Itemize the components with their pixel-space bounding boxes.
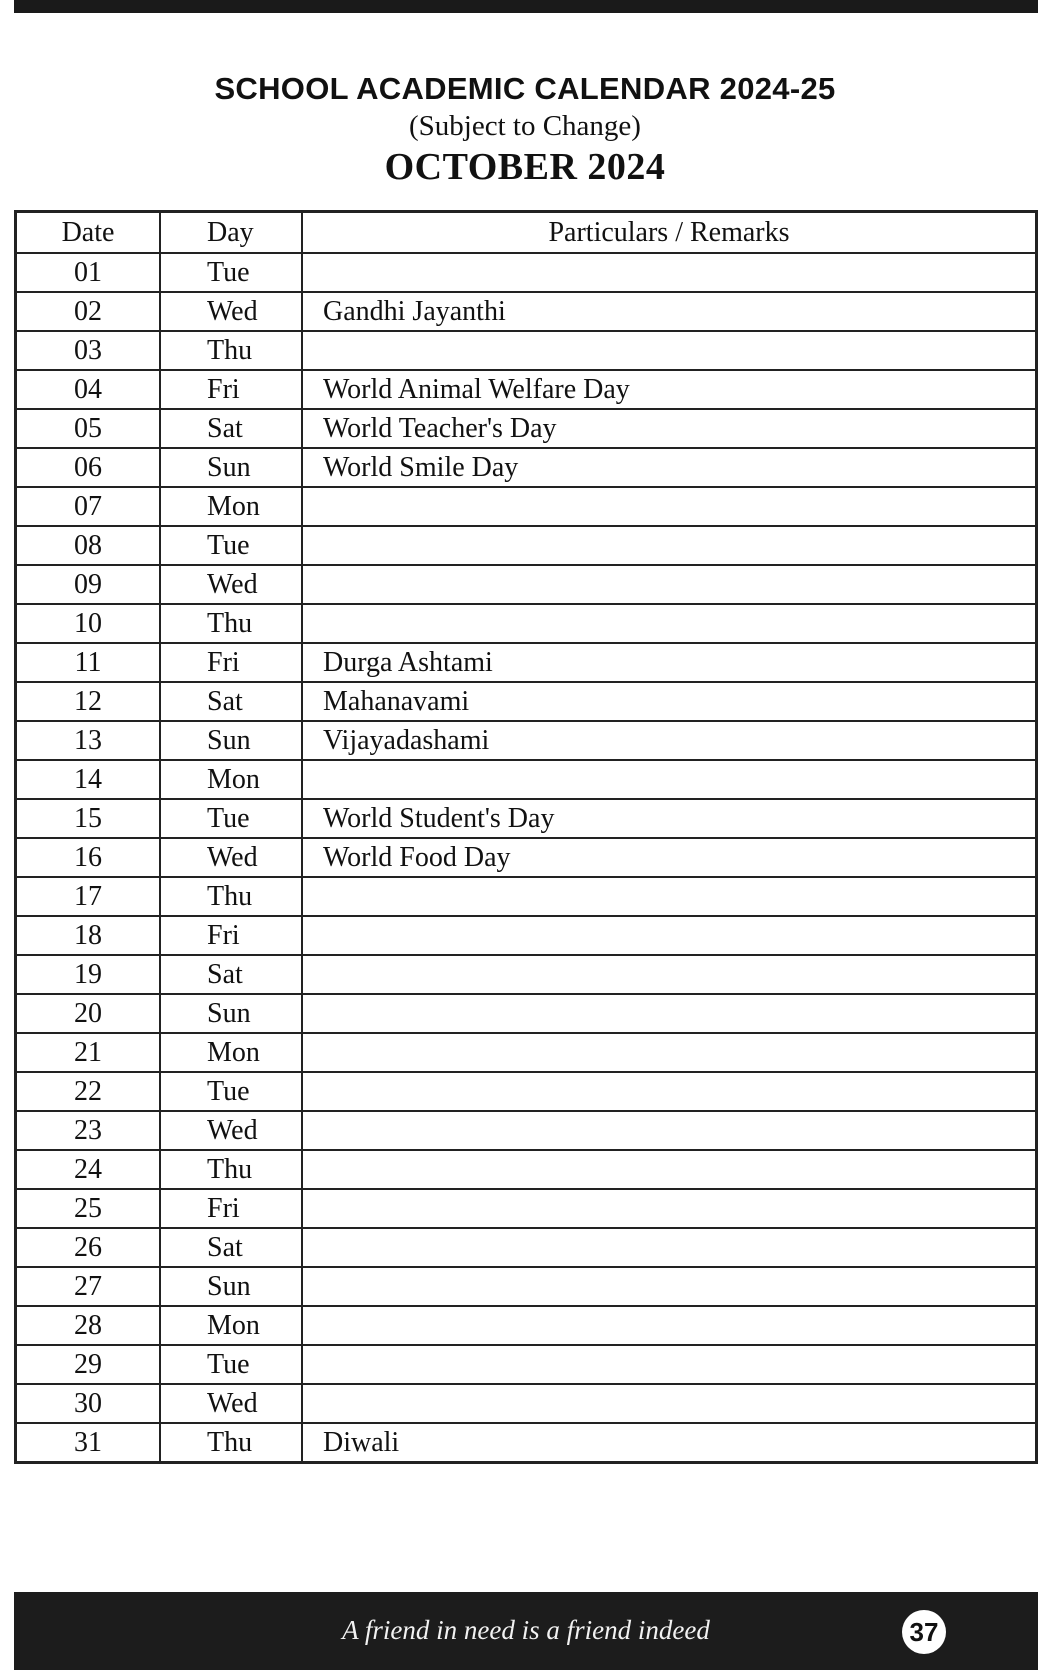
day-cell: Sat: [160, 955, 302, 994]
remark-cell: [302, 1033, 1037, 1072]
date-cell: 23: [16, 1111, 161, 1150]
day-cell: Tue: [160, 253, 302, 292]
date-cell: 08: [16, 526, 161, 565]
remark-cell: [302, 877, 1037, 916]
remark-cell: [302, 1345, 1037, 1384]
remark-cell: Vijayadashami: [302, 721, 1037, 760]
table-row: [16, 1345, 1037, 1384]
day-cell: Wed: [160, 1384, 302, 1423]
day-cell: Thu: [160, 1150, 302, 1189]
table-row: [16, 1033, 1037, 1072]
remark-cell: [302, 526, 1037, 565]
calendar-title: SCHOOL ACADEMIC CALENDAR 2024-25: [214, 71, 836, 106]
date-cell: 15: [16, 799, 161, 838]
calendar-subtitle: (Subject to Change): [409, 110, 641, 142]
remark-cell: Diwali: [302, 1423, 1037, 1463]
table-row: [16, 448, 1037, 487]
calendar-table: [14, 210, 1038, 1464]
remark-cell: [302, 1384, 1037, 1423]
table-row: [16, 760, 1037, 799]
day-cell: Thu: [160, 331, 302, 370]
page-header: [0, 70, 1050, 190]
day-cell: Fri: [160, 916, 302, 955]
remark-cell: [302, 1267, 1037, 1306]
date-cell: 02: [16, 292, 161, 331]
date-cell: 14: [16, 760, 161, 799]
table-row: [16, 1150, 1037, 1189]
remark-cell: Mahanavami: [302, 682, 1037, 721]
table-row: [16, 565, 1037, 604]
day-cell: Fri: [160, 643, 302, 682]
table-row: [16, 643, 1037, 682]
day-cell: Tue: [160, 799, 302, 838]
date-cell: 26: [16, 1228, 161, 1267]
table-row: [16, 1072, 1037, 1111]
remark-cell: [302, 1306, 1037, 1345]
table-row: [16, 721, 1037, 760]
date-cell: 04: [16, 370, 161, 409]
table-header-row: [16, 212, 1037, 254]
remark-cell: [302, 1150, 1037, 1189]
table-row: [16, 1189, 1037, 1228]
day-cell: Fri: [160, 1189, 302, 1228]
day-cell: Sun: [160, 448, 302, 487]
day-cell: Mon: [160, 1306, 302, 1345]
day-cell: Mon: [160, 760, 302, 799]
date-cell: 17: [16, 877, 161, 916]
date-cell: 25: [16, 1189, 161, 1228]
day-cell: Fri: [160, 370, 302, 409]
date-cell: 20: [16, 994, 161, 1033]
table-row: [16, 409, 1037, 448]
date-cell: 24: [16, 1150, 161, 1189]
day-cell: Wed: [160, 838, 302, 877]
date-cell: 13: [16, 721, 161, 760]
table-row: [16, 331, 1037, 370]
date-cell: 05: [16, 409, 161, 448]
date-cell: 31: [16, 1423, 161, 1463]
day-cell: Mon: [160, 1033, 302, 1072]
remark-cell: [302, 994, 1037, 1033]
date-cell: 18: [16, 916, 161, 955]
remark-cell: Durga Ashtami: [302, 643, 1037, 682]
date-cell: 29: [16, 1345, 161, 1384]
remark-cell: Gandhi Jayanthi: [302, 292, 1037, 331]
top-border-bar: [14, 0, 1038, 13]
table-row: [16, 1423, 1037, 1463]
date-cell: 03: [16, 331, 161, 370]
date-cell: 09: [16, 565, 161, 604]
table-row: [16, 604, 1037, 643]
remark-cell: [302, 565, 1037, 604]
day-cell: Sat: [160, 1228, 302, 1267]
date-cell: 21: [16, 1033, 161, 1072]
table-row: [16, 526, 1037, 565]
remark-cell: [302, 487, 1037, 526]
day-cell: Mon: [160, 487, 302, 526]
date-cell: 19: [16, 955, 161, 994]
table-row: [16, 877, 1037, 916]
table-row: [16, 838, 1037, 877]
remark-cell: [302, 1111, 1037, 1150]
footer-bar: [14, 1592, 1038, 1670]
remark-cell: World Student's Day: [302, 799, 1037, 838]
day-cell: Thu: [160, 1423, 302, 1463]
table-row: [16, 994, 1037, 1033]
day-cell: Wed: [160, 1111, 302, 1150]
table-row: [16, 955, 1037, 994]
day-cell: Wed: [160, 292, 302, 331]
day-cell: Sun: [160, 721, 302, 760]
date-cell: 07: [16, 487, 161, 526]
day-cell: Tue: [160, 526, 302, 565]
date-cell: 28: [16, 1306, 161, 1345]
day-cell: Tue: [160, 1072, 302, 1111]
page-number: 37: [902, 1610, 946, 1654]
table-row: [16, 1267, 1037, 1306]
table-row: [16, 682, 1037, 721]
day-cell: Sun: [160, 994, 302, 1033]
date-cell: 12: [16, 682, 161, 721]
remark-cell: [302, 604, 1037, 643]
remark-cell: [302, 253, 1037, 292]
remark-cell: [302, 1072, 1037, 1111]
day-cell: Tue: [160, 1345, 302, 1384]
day-cell: Thu: [160, 877, 302, 916]
remark-cell: [302, 331, 1037, 370]
date-cell: 06: [16, 448, 161, 487]
table-row: [16, 1111, 1037, 1150]
table-row: [16, 487, 1037, 526]
calendar-rows: [16, 253, 1037, 1463]
table-row: [16, 1384, 1037, 1423]
table-row: [16, 370, 1037, 409]
remark-cell: [302, 955, 1037, 994]
date-cell: 27: [16, 1267, 161, 1306]
date-cell: 22: [16, 1072, 161, 1111]
remark-cell: [302, 916, 1037, 955]
date-cell: 10: [16, 604, 161, 643]
remark-cell: World Smile Day: [302, 448, 1037, 487]
table-row: [16, 1306, 1037, 1345]
table-row: [16, 292, 1037, 331]
day-cell: Thu: [160, 604, 302, 643]
remark-cell: [302, 760, 1037, 799]
month-heading: OCTOBER 2024: [384, 146, 666, 188]
day-cell: Wed: [160, 565, 302, 604]
day-cell: Sat: [160, 409, 302, 448]
date-cell: 01: [16, 253, 161, 292]
column-header-day: Day: [160, 212, 302, 254]
column-header-remarks: Particulars / Remarks: [302, 212, 1037, 254]
date-cell: 30: [16, 1384, 161, 1423]
table-row: [16, 253, 1037, 292]
day-cell: Sun: [160, 1267, 302, 1306]
remark-cell: [302, 1228, 1037, 1267]
table-row: [16, 1228, 1037, 1267]
remark-cell: World Animal Welfare Day: [302, 370, 1037, 409]
date-cell: 11: [16, 643, 161, 682]
date-cell: 16: [16, 838, 161, 877]
remark-cell: World Teacher's Day: [302, 409, 1037, 448]
footer-quote: A friend in need is a friend indeed: [342, 1615, 710, 1645]
day-cell: Sat: [160, 682, 302, 721]
remark-cell: World Food Day: [302, 838, 1037, 877]
column-header-date: Date: [16, 212, 161, 254]
table-row: [16, 799, 1037, 838]
table-row: [16, 916, 1037, 955]
remark-cell: [302, 1189, 1037, 1228]
